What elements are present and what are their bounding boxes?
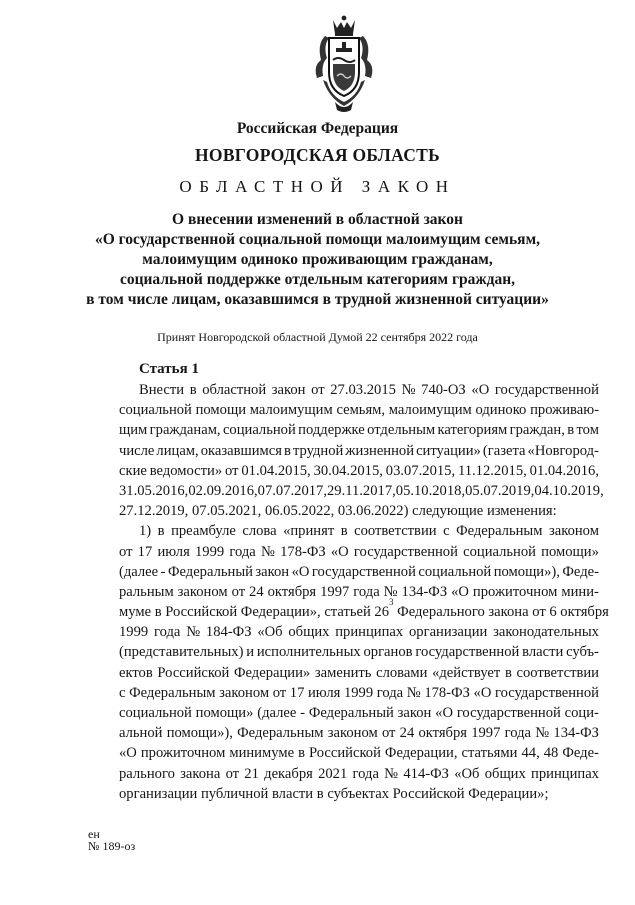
body-word: законом	[327, 725, 378, 742]
body-word: 01.04.2016,	[529, 462, 599, 479]
body-word: от	[311, 382, 325, 398]
body-word: 17	[137, 543, 153, 560]
body-word: от	[225, 765, 240, 782]
body-word: Федеральным	[129, 684, 216, 701]
body-line	[119, 461, 599, 481]
body-word: государственной	[494, 382, 599, 398]
body-word: Российской	[308, 745, 381, 762]
body-word: ектов	[119, 664, 153, 681]
body-word: года	[153, 624, 181, 641]
body-word: малоимущим	[249, 402, 333, 419]
law-type: ОБЛАСТНОЙ ЗАКОН	[179, 177, 456, 196]
body-word: «О	[119, 745, 137, 762]
body-line	[119, 441, 599, 461]
body-word: ские	[119, 462, 147, 479]
body-word: прожиточном	[472, 583, 558, 600]
body-word: 1999	[195, 543, 225, 560]
body-word: субъектах	[327, 785, 393, 802]
body-word: 27.12.2019,	[119, 503, 192, 520]
body-word: -	[300, 705, 306, 721]
body-word: №	[406, 684, 421, 701]
body-word: государственной	[494, 684, 599, 701]
body-word: Российской	[392, 785, 469, 802]
body-word: субъ-	[566, 644, 599, 661]
body-word: оказавшимся	[200, 442, 282, 459]
body-word: 27.03.2015	[330, 382, 396, 398]
law-title-line: малоимущим одиноко проживающим гражданам,	[142, 251, 493, 268]
body-word: №	[535, 725, 550, 742]
body-word: помощи	[195, 402, 247, 419]
body-word: 2021	[318, 765, 348, 782]
body-word: закон	[255, 563, 290, 580]
body-word: законом	[548, 523, 599, 540]
body-word: соци-	[564, 705, 599, 721]
body-word: «О	[435, 705, 453, 721]
body-word: помощи»	[195, 705, 254, 721]
body-word: №	[260, 543, 275, 560]
body-word: года	[353, 583, 380, 600]
body-word: помощи»),	[166, 725, 233, 742]
body-word: с	[443, 523, 450, 540]
body-word: июля	[307, 684, 341, 701]
federation-name: Российская Федерация	[236, 120, 399, 137]
body-word: июля	[157, 543, 190, 560]
body-word: рального	[119, 765, 175, 782]
body-word: категориям	[437, 422, 508, 439]
body-word: в	[157, 523, 165, 540]
article-heading: Статья 1	[139, 361, 199, 377]
body-word: и	[246, 644, 255, 661]
body-word: жизненной	[345, 442, 415, 459]
law-title-line: «О государственной социальной помощи малоимущим семьям,	[94, 231, 541, 248]
body-word: Феде-	[562, 563, 599, 580]
body-word: 02.09.2016,	[188, 482, 258, 499]
body-word: 178-ФЗ	[424, 684, 470, 701]
body-word: государственной	[353, 543, 458, 560]
body-word: от	[381, 725, 396, 742]
body-word: законом	[177, 583, 228, 600]
body-word: органов	[363, 644, 413, 661]
body-word: «О	[471, 382, 490, 398]
body-word: гражданам,	[149, 422, 221, 439]
body-word: в	[284, 442, 291, 459]
body-word: социальной	[418, 563, 492, 580]
body-word: граждан,	[509, 422, 565, 439]
body-word: 48	[543, 745, 559, 762]
body-word: 414-ФЗ	[403, 765, 449, 782]
body-word: 184-ФЗ	[205, 624, 252, 641]
body-word: Федеральный	[308, 705, 394, 721]
body-word: 178-ФЗ	[280, 543, 326, 560]
law-title-line: социальной поддержке отдельным категориям граждан,	[119, 271, 516, 288]
body-word: закона	[180, 765, 221, 782]
region-name: НОВГОРОДСКАЯ ОБЛАСТЬ	[195, 145, 440, 165]
body-word: года	[504, 725, 532, 742]
body-word: в	[567, 422, 575, 439]
law-number: № 189-оз	[88, 839, 136, 853]
body-line-part: муме в Российской Федерации», статьей 26	[119, 604, 390, 621]
body-word: 134-ФЗ	[401, 583, 448, 600]
body-word: числе	[119, 442, 155, 459]
body-word: социальной	[222, 422, 296, 439]
body-word: социальной	[119, 705, 192, 721]
body-word: трудной	[292, 442, 344, 459]
body-word: года	[229, 543, 256, 560]
coat-of-arms-emblem	[307, 14, 381, 114]
law-title	[0, 210, 635, 310]
body-word: октября	[418, 725, 467, 742]
body-word: 1999	[343, 684, 374, 701]
body-word: года	[352, 765, 379, 782]
body-word: -	[160, 563, 166, 580]
body-word: государственной	[456, 705, 561, 721]
body-word: (далее	[119, 563, 159, 580]
body-line	[119, 400, 599, 420]
body-word: словами	[376, 664, 428, 681]
body-word: 1999	[119, 624, 149, 641]
body-word: социальной	[463, 543, 536, 560]
body-word: 740-ОЗ	[421, 382, 466, 398]
body-word: прожиточном	[140, 745, 226, 762]
body-word: №	[383, 583, 398, 600]
body-word: года	[376, 684, 404, 701]
body-word: 24	[249, 583, 264, 600]
body-word: 1997	[320, 583, 350, 600]
body-word: власти	[271, 785, 317, 802]
body-word: следующие	[412, 503, 487, 520]
body-word: 03.07.2015,	[385, 462, 456, 479]
body-word: отдельным	[367, 422, 436, 439]
body-word: проживаю-	[530, 402, 599, 419]
law-title-line: в том числе лицам, оказавшимся в трудной жизненной ситуации»	[86, 291, 549, 308]
body-word: одиноко	[475, 402, 527, 419]
body-word: октября	[267, 583, 317, 600]
body-word: от	[231, 583, 246, 600]
body-word: от	[272, 684, 287, 701]
body-word: государственной	[311, 563, 416, 580]
body-line	[119, 764, 599, 784]
body-line	[119, 420, 599, 440]
body-word: Федерации,	[384, 745, 458, 762]
body-word: закон	[397, 705, 432, 721]
body-word: государственной	[415, 644, 520, 661]
body-word: общих	[484, 765, 526, 782]
body-word: «О	[291, 563, 310, 580]
body-word: законодательных	[493, 624, 599, 641]
body-word: 29.11.2017,	[326, 482, 396, 499]
body-word: в	[504, 664, 512, 681]
body-line-part: Федерального закона от 6 октября	[393, 604, 609, 621]
body-word: 24	[399, 725, 415, 742]
body-word: лицам,	[156, 442, 199, 459]
body-word: 31.05.2016,	[119, 482, 189, 499]
body-word: малоимущим	[388, 402, 472, 419]
body-line	[119, 683, 599, 703]
body-word: поддержке	[298, 422, 365, 439]
body-word: в	[189, 382, 197, 398]
body-word: №	[401, 382, 416, 398]
body-word: в	[298, 745, 305, 762]
body-word: «принят	[283, 523, 335, 540]
body-line	[119, 703, 599, 723]
body-word: «Об	[257, 624, 283, 641]
body-line-with-superscript	[119, 597, 609, 622]
body-word: статьями	[461, 745, 518, 762]
body-word: альной	[119, 725, 163, 742]
body-word: 05.07.2019,	[465, 482, 535, 499]
body-word: декабря	[264, 765, 313, 782]
body-word: принципах	[531, 765, 599, 782]
body-word: 134-ФЗ	[553, 725, 599, 742]
body-word: принципах	[335, 624, 404, 641]
body-word: законом	[219, 684, 270, 701]
body-word: Феде-	[562, 745, 599, 762]
body-word: 21	[244, 765, 259, 782]
adoption-note: Принят Новгородской областной Думой 22 сентября 2022 года	[157, 330, 478, 344]
body-word: «О	[473, 684, 492, 701]
body-word: №	[384, 765, 399, 782]
body-line	[119, 663, 599, 683]
body-word: щим	[119, 422, 148, 439]
body-word: от	[119, 543, 133, 560]
body-word: закон	[271, 382, 306, 398]
body-word: Федерации»	[233, 664, 311, 681]
body-line	[119, 743, 599, 763]
body-line	[119, 542, 599, 562]
body-word: публичной	[201, 785, 272, 802]
body-word: Российской	[157, 664, 230, 681]
body-word: (представительных)	[119, 644, 244, 661]
body-word: заменить	[314, 664, 372, 681]
body-line	[119, 481, 604, 501]
body-word: минимуме	[229, 745, 295, 762]
body-word: 06.05.2022,	[264, 503, 338, 520]
body-line	[119, 582, 599, 602]
body-word: ральным	[119, 583, 174, 600]
body-word: 07.05.2021,	[191, 503, 265, 520]
superscript: 3	[389, 597, 394, 608]
body-word: 01.04.2015,	[241, 462, 311, 479]
body-line	[119, 501, 599, 521]
body-word: в	[316, 785, 328, 802]
body-word: 44,	[521, 745, 540, 762]
body-word: «О	[330, 543, 349, 560]
body-line	[119, 622, 599, 642]
body-word: (далее	[257, 705, 297, 721]
body-word: «действует	[432, 664, 501, 681]
body-word: №	[186, 624, 201, 641]
body-word: 07.07.2017,	[257, 482, 327, 499]
body-word: 03.06.2022)	[337, 503, 413, 520]
body-word: 05.10.2018,	[395, 482, 466, 499]
body-word: Федеральным	[237, 725, 324, 742]
body-word: помощи»	[541, 543, 599, 560]
law-title-line: О внесении изменений в областной закон	[172, 211, 463, 228]
body-word: 17	[289, 684, 305, 701]
body-word: соответствии	[354, 523, 437, 540]
body-word: общих	[288, 624, 330, 641]
body-line	[119, 380, 599, 400]
body-word: организации	[408, 624, 488, 641]
body-word: «О	[451, 583, 469, 600]
body-line	[119, 784, 599, 804]
body-word: Федеральный	[167, 563, 253, 580]
body-word: 1)	[139, 523, 152, 540]
body-line	[119, 723, 599, 743]
body-word: мини-	[561, 583, 599, 600]
body-word: семьям,	[336, 402, 386, 419]
body-word: с	[119, 684, 126, 701]
body-word: в	[340, 523, 348, 540]
body-word: 1997	[471, 725, 501, 742]
body-word: соответствии	[516, 664, 599, 681]
body-word: Федерации»;	[468, 785, 549, 802]
body-word: от	[225, 462, 239, 479]
body-word: 11.12.2015,	[457, 462, 527, 479]
executor-initials: ен	[88, 827, 100, 841]
body-word: помощи»),	[493, 563, 560, 580]
body-line	[119, 521, 599, 541]
document-footer	[88, 828, 135, 852]
body-word: организации	[119, 785, 201, 802]
body-line	[119, 562, 599, 582]
body-word: изменения:	[486, 503, 557, 520]
body-word: ситуации»	[416, 442, 481, 459]
body-line	[119, 642, 599, 662]
body-word: слова	[242, 523, 277, 540]
body-word: «Об	[454, 765, 480, 782]
article-body	[119, 380, 609, 804]
body-word: областной	[202, 382, 267, 398]
body-word: Федеральным	[456, 523, 543, 540]
body-word: «Новгород-	[527, 442, 599, 459]
body-word: 04.10.2019,	[534, 482, 604, 499]
body-word: том	[576, 422, 599, 439]
body-word: (газета	[482, 442, 526, 459]
body-word: власти	[522, 644, 564, 661]
body-word: Внести	[139, 382, 185, 398]
body-word: социальной	[119, 402, 192, 419]
body-word: ведомости»	[149, 462, 223, 479]
body-word: 30.04.2015,	[313, 462, 383, 479]
body-word: преамбуле	[171, 523, 236, 540]
body-word: исполнительных	[256, 644, 361, 661]
